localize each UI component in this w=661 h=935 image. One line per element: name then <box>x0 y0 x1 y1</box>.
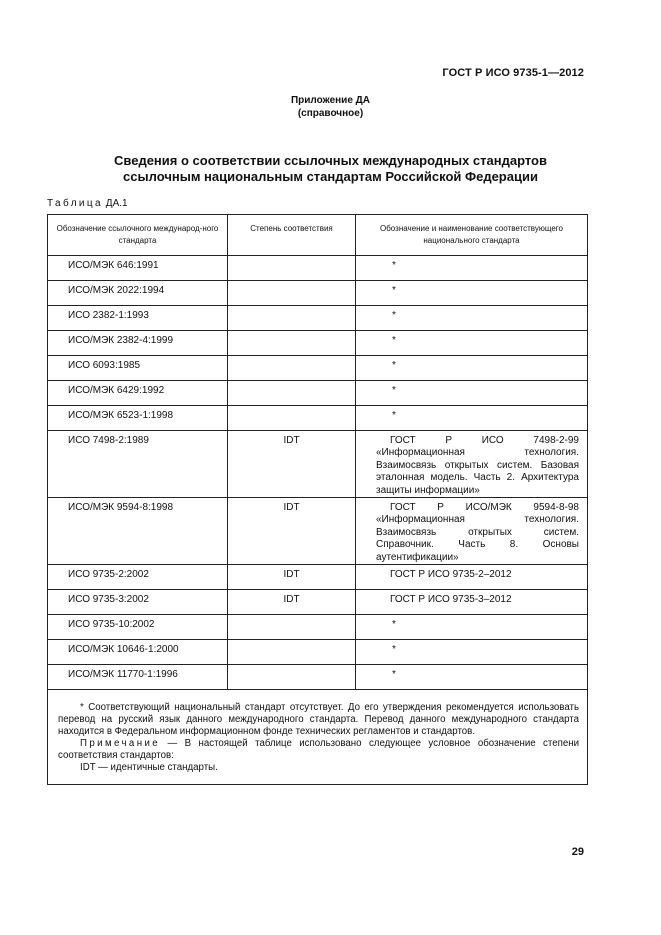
cell-national: * <box>356 306 588 331</box>
cell-international: ИСО/МЭК 6523-1:1998 <box>48 406 228 431</box>
cell-national: * <box>356 381 588 406</box>
cell-national: * <box>356 256 588 281</box>
table-row <box>48 306 588 331</box>
cell-degree <box>228 615 356 640</box>
cell-national: * <box>356 281 588 306</box>
table-row <box>48 281 588 306</box>
cell-national: * <box>356 356 588 381</box>
cell-national-text: ГОСТ Р ИСО/МЭК 9594-8-98 «Информационная технология. Взаимосвязь открытых систем. Справочник. Часть 8. Основы аутентификации» <box>376 502 579 563</box>
cell-international: ИСО/МЭК 6429:1992 <box>48 381 228 406</box>
cell-national: * <box>356 406 588 431</box>
cell-international: ИСО 9735-2:2002 <box>48 565 228 590</box>
cell-international: ИСО 9735-3:2002 <box>48 590 228 615</box>
cell-national-text: ГОСТ Р ИСО 7498-2-99 «Информационная технология. Взаимосвязь открытых систем. Базовая эталонная модель. Часть 2. Архитектура защиты информации» <box>376 435 579 496</box>
table-row <box>48 256 588 281</box>
cell-national: * <box>356 615 588 640</box>
cell-international: ИСО 9735-10:2002 <box>48 615 228 640</box>
footnote-star: * Соответствующий национальный стандарт отсутствует. До его утверждения рекомендуется использовать перевод на русский язык данного международного стандарта. Перевод данного международного стандарта находится в Федеральном информационном фонде технических регламентов и стандартов. <box>58 702 579 738</box>
column-header-national: Обозначение и наименование соответствующего национального стандарта <box>356 215 588 256</box>
cell-international: ИСО/МЭК 11770-1:1996 <box>48 665 228 690</box>
cell-degree: IDT <box>228 565 356 590</box>
cell-degree: IDT <box>228 498 356 565</box>
cell-national: * <box>356 665 588 690</box>
cell-national-text: ГОСТ Р ИСО 9735-3–2012 <box>390 594 512 606</box>
cell-degree <box>228 306 356 331</box>
section-heading <box>40 153 621 185</box>
table-row <box>48 640 588 665</box>
appendix-title: Приложение ДА <box>290 95 371 106</box>
cell-degree <box>228 331 356 356</box>
table-label <box>47 198 128 209</box>
cell-degree: IDT <box>228 431 356 498</box>
cell-international: ИСО/МЭК 646:1991 <box>48 256 228 281</box>
cell-international: ИСО 6093:1985 <box>48 356 228 381</box>
table-footnote-row <box>48 690 588 785</box>
column-header-international: Обозначение ссылочного международ-ного стандарта <box>48 215 228 256</box>
cell-degree <box>228 665 356 690</box>
cell-national: * <box>356 640 588 665</box>
page-number: 29 <box>571 846 584 858</box>
table-row <box>48 331 588 356</box>
table-row <box>48 381 588 406</box>
document-code: ГОСТ Р ИСО 9735-1—2012 <box>442 67 584 79</box>
table-header-row <box>48 215 588 256</box>
cell-degree <box>228 281 356 306</box>
column-header-degree: Степень соответствия <box>228 215 356 256</box>
cell-degree: IDT <box>228 590 356 615</box>
cell-degree <box>228 381 356 406</box>
cell-international: ИСО/МЭК 2382-4:1999 <box>48 331 228 356</box>
cell-national-text: ГОСТ Р ИСО 9735-2–2012 <box>390 569 512 581</box>
cell-degree <box>228 256 356 281</box>
table-row <box>48 431 588 498</box>
cell-international: ИСО 2382-1:1993 <box>48 306 228 331</box>
cell-national <box>356 590 588 615</box>
cell-degree <box>228 640 356 665</box>
cell-national <box>356 498 588 565</box>
table-row <box>48 665 588 690</box>
footnote-idt: IDT — идентичные стандарты. <box>80 762 218 774</box>
cell-national: * <box>356 331 588 356</box>
table-row <box>48 615 588 640</box>
cell-degree <box>228 406 356 431</box>
table-row <box>48 356 588 381</box>
section-heading-line-1: Сведения о соответствии ссылочных международных стандартов <box>114 153 547 168</box>
table-row <box>48 565 588 590</box>
table-label-word: Таблица <box>47 198 104 209</box>
table-row <box>48 498 588 565</box>
cell-degree <box>228 356 356 381</box>
table-label-number: ДА.1 <box>103 198 128 209</box>
table-row <box>48 406 588 431</box>
cell-international: ИСО 7498-2:1989 <box>48 431 228 498</box>
table-footnote <box>48 690 588 785</box>
cell-national <box>356 431 588 498</box>
cell-international: ИСО/МЭК 9594-8:1998 <box>48 498 228 565</box>
cell-international: ИСО/МЭК 10646-1:2000 <box>48 640 228 665</box>
cell-national <box>356 565 588 590</box>
footnote-note <box>58 738 579 762</box>
table-row <box>48 590 588 615</box>
section-heading-line-2: ссылочным национальным стандартам Российской Федерации <box>123 169 538 184</box>
appendix-title-block <box>0 94 661 120</box>
note-label: Примечание <box>80 738 161 750</box>
correspondence-table <box>47 214 588 785</box>
cell-international: ИСО/МЭК 2022:1994 <box>48 281 228 306</box>
appendix-subtitle: (справочное) <box>297 108 364 119</box>
note-text: — В настоящей таблице использовано следующее условное обозначение степени соответствия стандартов: <box>58 738 579 762</box>
